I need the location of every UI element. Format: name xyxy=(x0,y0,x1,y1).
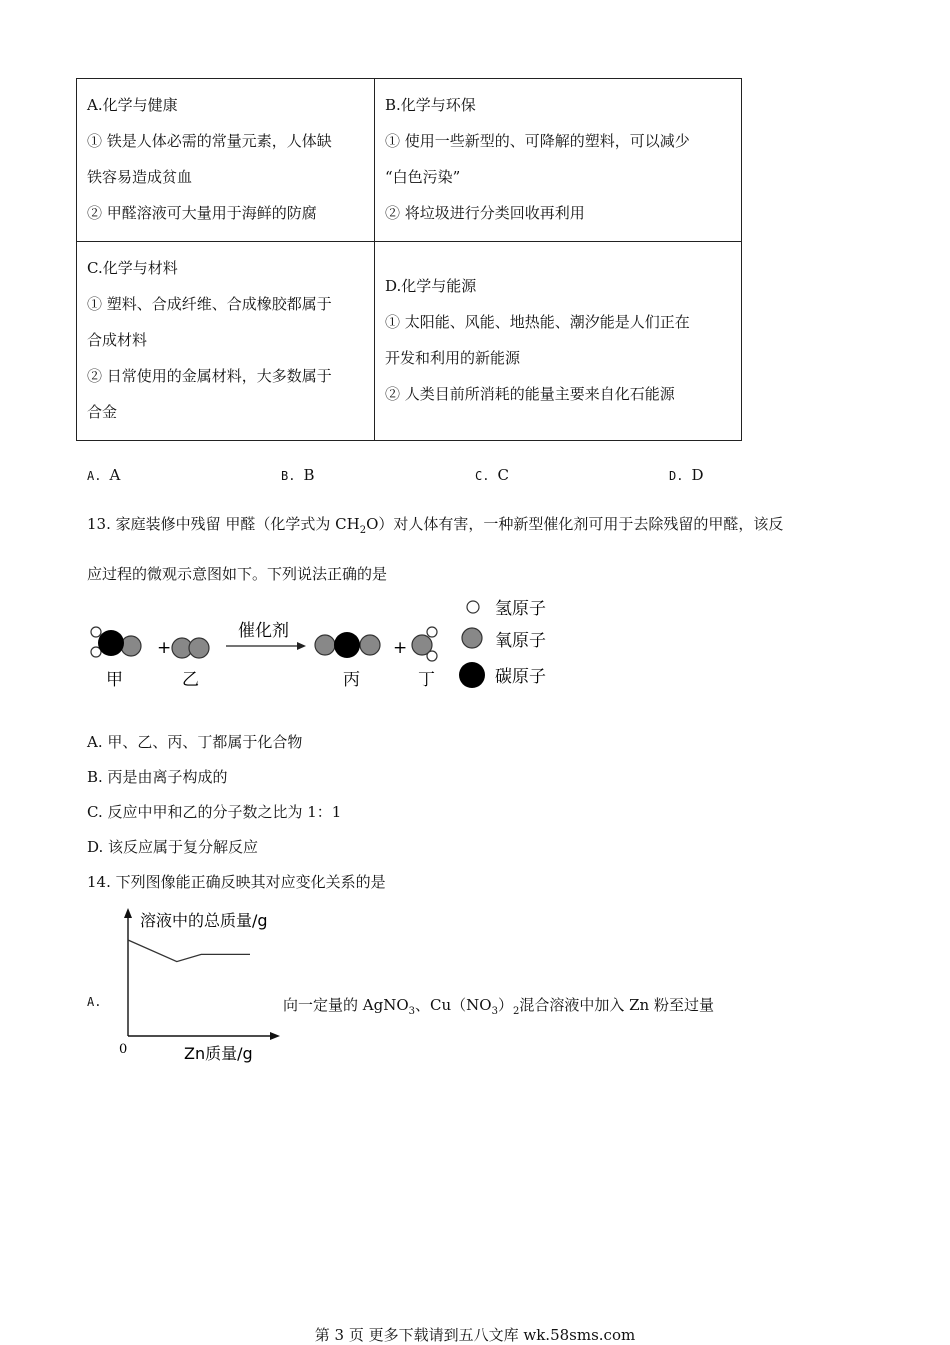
label-yi: 乙 xyxy=(182,670,199,690)
label-ding: 丁 xyxy=(418,670,435,690)
x-axis-arrow-icon xyxy=(270,1032,280,1040)
cell-d-item2: ② 人类目前所消耗的能量主要来自化石能源 xyxy=(385,385,675,403)
cell-c-item1-cont: 合成材料 xyxy=(87,331,148,349)
o-atom xyxy=(121,636,141,656)
q12-option-d[interactable] xyxy=(669,466,703,484)
cell-a-item1: ① 铁是人体必需的常量元素，人体缺 xyxy=(87,132,332,150)
h-atom xyxy=(427,627,437,637)
q14-a-text-part1: 向一定量的 AgNO xyxy=(283,996,409,1014)
reaction-diagram xyxy=(80,592,560,696)
legend-c-label: 碳原子 xyxy=(495,667,546,687)
molecule-ding xyxy=(412,627,437,661)
legend-h-label: 氢原子 xyxy=(495,599,546,619)
q12-option-c-label: C. xyxy=(475,469,490,483)
graph-curve xyxy=(128,940,250,962)
q12-option-a[interactable] xyxy=(87,466,120,484)
h-atom xyxy=(427,651,437,661)
q12-option-c-value: C xyxy=(497,466,509,484)
cell-b-item1: ① 使用一些新型的、可降解的塑料，可以减少 xyxy=(385,132,690,150)
q14-a-sub2: 3 xyxy=(491,1006,498,1017)
q13-option-a[interactable]: A. 甲、乙、丙、丁都属于化合物 xyxy=(87,733,303,751)
label-bing: 丙 xyxy=(343,670,360,690)
q12-option-b[interactable] xyxy=(281,466,314,484)
cell-b-item2: ② 将垃圾进行分类回收再利用 xyxy=(385,204,585,222)
q14-a-text-part2: 、Cu（NO xyxy=(415,996,492,1014)
cell-a-item1-cont: 铁容易造成贫血 xyxy=(87,168,193,186)
cell-d-item1: ① 太阳能、风能、地热能、潮汐能是人们正在 xyxy=(385,313,690,331)
q13-option-b[interactable]: B. 丙是由离子构成的 xyxy=(87,768,228,786)
q14-option-a-label[interactable]: A. xyxy=(87,995,102,1009)
q12-option-c[interactable] xyxy=(475,466,509,484)
q14-stem: 14. 下列图像能正确反映其对应变化关系的是 xyxy=(87,873,386,891)
q12-table xyxy=(76,78,742,441)
o-atom xyxy=(360,635,380,655)
plus-sign-2: + xyxy=(393,638,408,658)
cell-c xyxy=(77,242,375,441)
q14-a-text-part4: 混合溶液中加入 Zn 粉至过量 xyxy=(519,996,714,1014)
q12-option-b-label: B. xyxy=(281,469,296,483)
q13-stem-part2: O）对人体有害，一种新型催化剂可用于去除残留的甲醛，该反 xyxy=(366,515,784,533)
legend-c-icon xyxy=(459,662,485,688)
cell-c-title: C.化学与材料 xyxy=(87,259,178,277)
q13-option-d[interactable]: D. 该反应属于复分解反应 xyxy=(87,838,259,856)
label-jia: 甲 xyxy=(106,670,123,690)
q12-option-a-value: A xyxy=(109,466,121,484)
q12-option-a-label: A. xyxy=(87,469,102,483)
graph-origin: 0 xyxy=(119,1042,128,1057)
o-atom xyxy=(189,638,209,658)
diagram-legend xyxy=(459,599,546,688)
y-axis-arrow-icon xyxy=(124,908,132,918)
catalyst-label: 催化剂 xyxy=(238,621,289,641)
cell-a-title: A.化学与健康 xyxy=(87,96,178,114)
legend-h-icon xyxy=(467,601,479,613)
cell-a xyxy=(77,79,375,242)
q14-option-a-text[interactable] xyxy=(283,994,714,1017)
q14-a-sub3: 2 xyxy=(512,1006,520,1017)
q13-stem-line2: 应过程的微观示意图如下。下列说法正确的是 xyxy=(87,565,388,583)
q12-option-d-label: D. xyxy=(669,469,684,483)
cell-d-title: D.化学与能源 xyxy=(385,277,477,295)
cell-b xyxy=(375,79,742,242)
q13-option-c[interactable]: C. 反应中甲和乙的分子数之比为 1：1 xyxy=(87,803,342,821)
legend-o-label: 氧原子 xyxy=(495,631,546,651)
q14-graph-a xyxy=(110,902,290,1072)
cell-b-title: B.化学与环保 xyxy=(385,96,476,114)
cell-d-item1-cont: 开发和利用的新能源 xyxy=(385,349,521,367)
arrow-head-icon xyxy=(297,642,306,650)
legend-o-icon xyxy=(462,628,482,648)
q13-stem-line1 xyxy=(87,513,783,536)
q13-stem-part1: 13. 家庭装修中残留 甲醛（化学式为 CH xyxy=(87,515,360,533)
cell-a-item2: ② 甲醛溶液可大量用于海鲜的防腐 xyxy=(87,204,317,222)
q14-a-text-part3: ） xyxy=(497,996,513,1014)
q12-option-b-value: B xyxy=(303,466,315,484)
cell-b-item1-cont: “白色污染” xyxy=(385,168,461,186)
molecule-bing xyxy=(315,632,380,658)
cell-c-item2-cont: 合金 xyxy=(87,403,118,421)
h-atom xyxy=(91,627,101,637)
molecule-jia xyxy=(91,627,141,657)
o-atom xyxy=(315,635,335,655)
plus-sign-1: + xyxy=(157,638,172,658)
cell-c-item1: ① 塑料、合成纤维、合成橡胶都属于 xyxy=(87,295,332,313)
molecule-yi xyxy=(172,638,209,658)
q13-stem-sub: 2 xyxy=(359,525,367,536)
q12-option-d-value: D xyxy=(691,466,704,484)
c-atom xyxy=(98,630,124,656)
page-footer: 第 3 页 更多下载请到五八文库 wk.58sms.com xyxy=(314,1326,636,1344)
graph-y-label: 溶液中的总质量/g xyxy=(140,911,268,930)
graph-x-label: Zn质量/g xyxy=(184,1044,253,1063)
cell-d xyxy=(375,242,742,441)
q14-a-sub1: 3 xyxy=(408,1006,416,1017)
cell-c-item2: ② 日常使用的金属材料，大多数属于 xyxy=(87,367,332,385)
c-atom xyxy=(334,632,360,658)
